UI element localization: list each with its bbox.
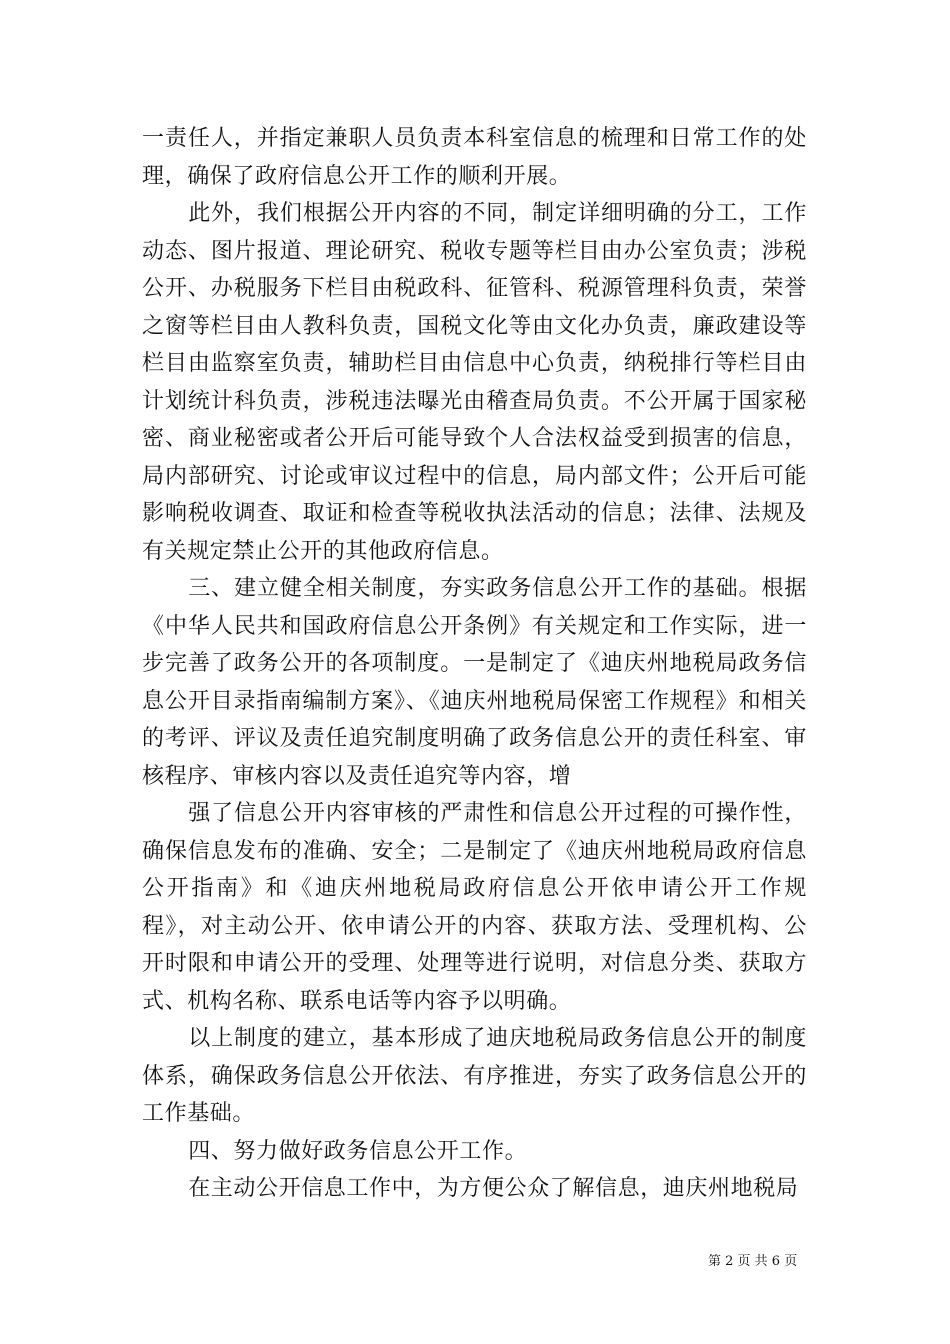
document-body xyxy=(142,120,807,1208)
paragraph-1: 一责任人，并指定兼职人员负责本科室信息的梳理和日常工作的处理，确保了政府信息公开工作的顺利开展。 xyxy=(142,126,807,189)
paragraph-7: 在主动公开信息工作中，为方便公众了解信息，迪庆州地税局 xyxy=(188,1176,799,1201)
paragraph-6-heading: 四、努力做好政务信息公开工作。 xyxy=(188,1138,528,1164)
page-number-footer: 第 2 页 共 6 页 xyxy=(708,1254,798,1269)
paragraph-2: 此外，我们根据公开内容的不同，制定详细明确的分工，工作动态、图片报道、理论研究、税收专题等栏目由办公室负责；涉税公开、办税服务下栏目由税政科、征管科、税源管理科负责，荣誉之窗等栏目由人教科负责，国税文化等由文化办负责，廉政建设等栏目由监察室负责，辅助栏目由信息中心负责，纳税排行等栏目由计划统计科负责，涉税违法曝光由稽查局负责。不公开属于国家秘密、商业秘密或者公开后可能导致个人合法权益受到损害的信息，局内部研究、讨论或审议过程中的信息，局内部文件；公开后可能影响税收调查、取证和检查等税收执法活动的信息；法律、法规及有关规定禁止公开的其他政府信息。 xyxy=(142,201,807,564)
paragraph-3: 三、建立健全相关制度，夯实政务信息公开工作的基础。根据《中华人民共和国政府信息公开条例》有关规定和工作实际，进一步完善了政务公开的各项制度。一是制定了《迪庆州地税局政务信息公开目录指南编制方案》、《迪庆州地税局保密工作规程》和相关的考评、评议及责任追究制度明确了政务信息公开的责任科室、审核程序、审核内容以及责任追究等内容，增 xyxy=(142,576,807,789)
paragraph-4: 强了信息公开内容审核的严肃性和信息公开过程的可操作性，确保信息发布的准确、安全；二是制定了《迪庆州地税局政府信息公开指南》和《迪庆州地税局政府信息公开依申请公开工作规程》，对主动公开、依申请公开的内容、获取方法、受理机构、公开时限和申请公开的受理、处理等进行说明，对信息分类、获取方式、机构名称、联系电话等内容予以明确。 xyxy=(142,801,807,1014)
paragraph-5: 以上制度的建立，基本形成了迪庆地税局政务信息公开的制度体系，确保政务信息公开依法、有序推进，夯实了政务信息公开的工作基础。 xyxy=(142,1026,807,1126)
